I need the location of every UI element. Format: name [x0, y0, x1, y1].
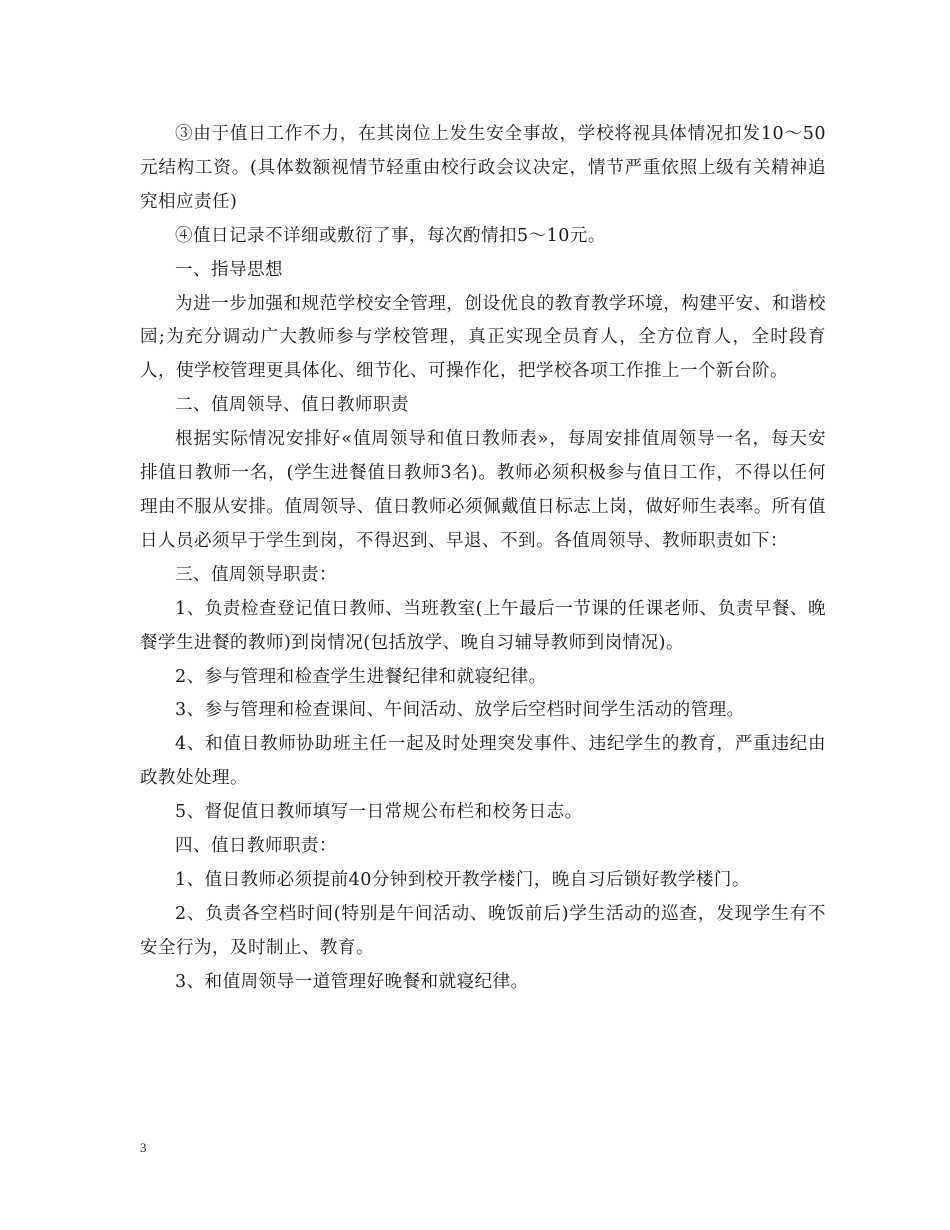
leader-duty-item-3: 3、参与管理和检查课间、午间活动、放学后空档时间学生活动的管理。 [175, 700, 745, 721]
page-number: 3 [140, 1140, 147, 1155]
paragraph-penalty-4: ④值日记录不详细或敷衍了事，每次酌情扣5～10元。 [175, 225, 606, 246]
teacher-duty-item-3: 3、和值周领导一道管理好晚餐和就寝纪律。 [175, 971, 529, 992]
teacher-duty-item-1: 1、值日教师必须提前40分钟到校开教学楼门，晚自习后锁好教学楼门。 [175, 869, 750, 890]
heading-weekly-leader-duties: 三、值周领导职责： [175, 564, 337, 585]
leader-duty-item-2: 2、参与管理和检查学生进餐纪律和就寝纪律。 [175, 666, 547, 687]
heading-guiding-ideology: 一、指导思想 [175, 259, 283, 280]
heading-duty-responsibilities: 二、值周领导、值日教师职责 [175, 395, 409, 416]
paragraph-penalty-3: ③由于值日工作不力，在其岗位上发生安全事故，学校将视具体情况扣发10～50元结构工资。(具体数额视情节轻重由校行政会议决定，情节严重依照上级有关精神追究相应责任) [140, 124, 826, 212]
leader-duty-item-4: 4、和值日教师协助班主任一起及时处理突发事件、违纪学生的教育，严重违纪由政教处处理。 [140, 734, 826, 789]
document-body [140, 118, 826, 1000]
heading-teacher-duties: 四、值日教师职责： [175, 836, 337, 857]
paragraph-guiding-ideology: 为进一步加强和规范学校安全管理，创设优良的教育教学环境，构建平安、和谐校园;为充分调动广大教师参与学校管理，真正实现全员育人，全方位育人，全时段育人，使学校管理更具体化、细节化、可操作化，把学校各项工作推上一个新台阶。 [140, 293, 826, 382]
paragraph-duty-arrangement: 根据实际情况安排好«值周领导和值日教师表»，每周安排值周领导一名，每天安排值日教师一名，(学生进餐值日教师3名)。教师必须积极参与值日工作，不得以任何理由不服从安排。值周领导、值日教师必须佩戴值日标志上岗，做好师生表率。所有值日人员必须早于学生到岗，不得迟到、早退、不到。各值周领导、教师职责如下： [140, 429, 826, 551]
leader-duty-item-5: 5、督促值日教师填写一日常规公布栏和校务日志。 [175, 802, 583, 823]
teacher-duty-item-2: 2、负责各空档时间(特别是午间活动、晚饭前后)学生活动的巡查，发现学生有不安全行为，及时制止、教育。 [140, 903, 826, 958]
leader-duty-item-1: 1、负责检查登记值日教师、当班教室(上午最后一节课的任课老师、负责早餐、晚餐学生进餐的教师)到岗情况(包括放学、晚自习辅导教师到岗情况)。 [140, 598, 826, 653]
